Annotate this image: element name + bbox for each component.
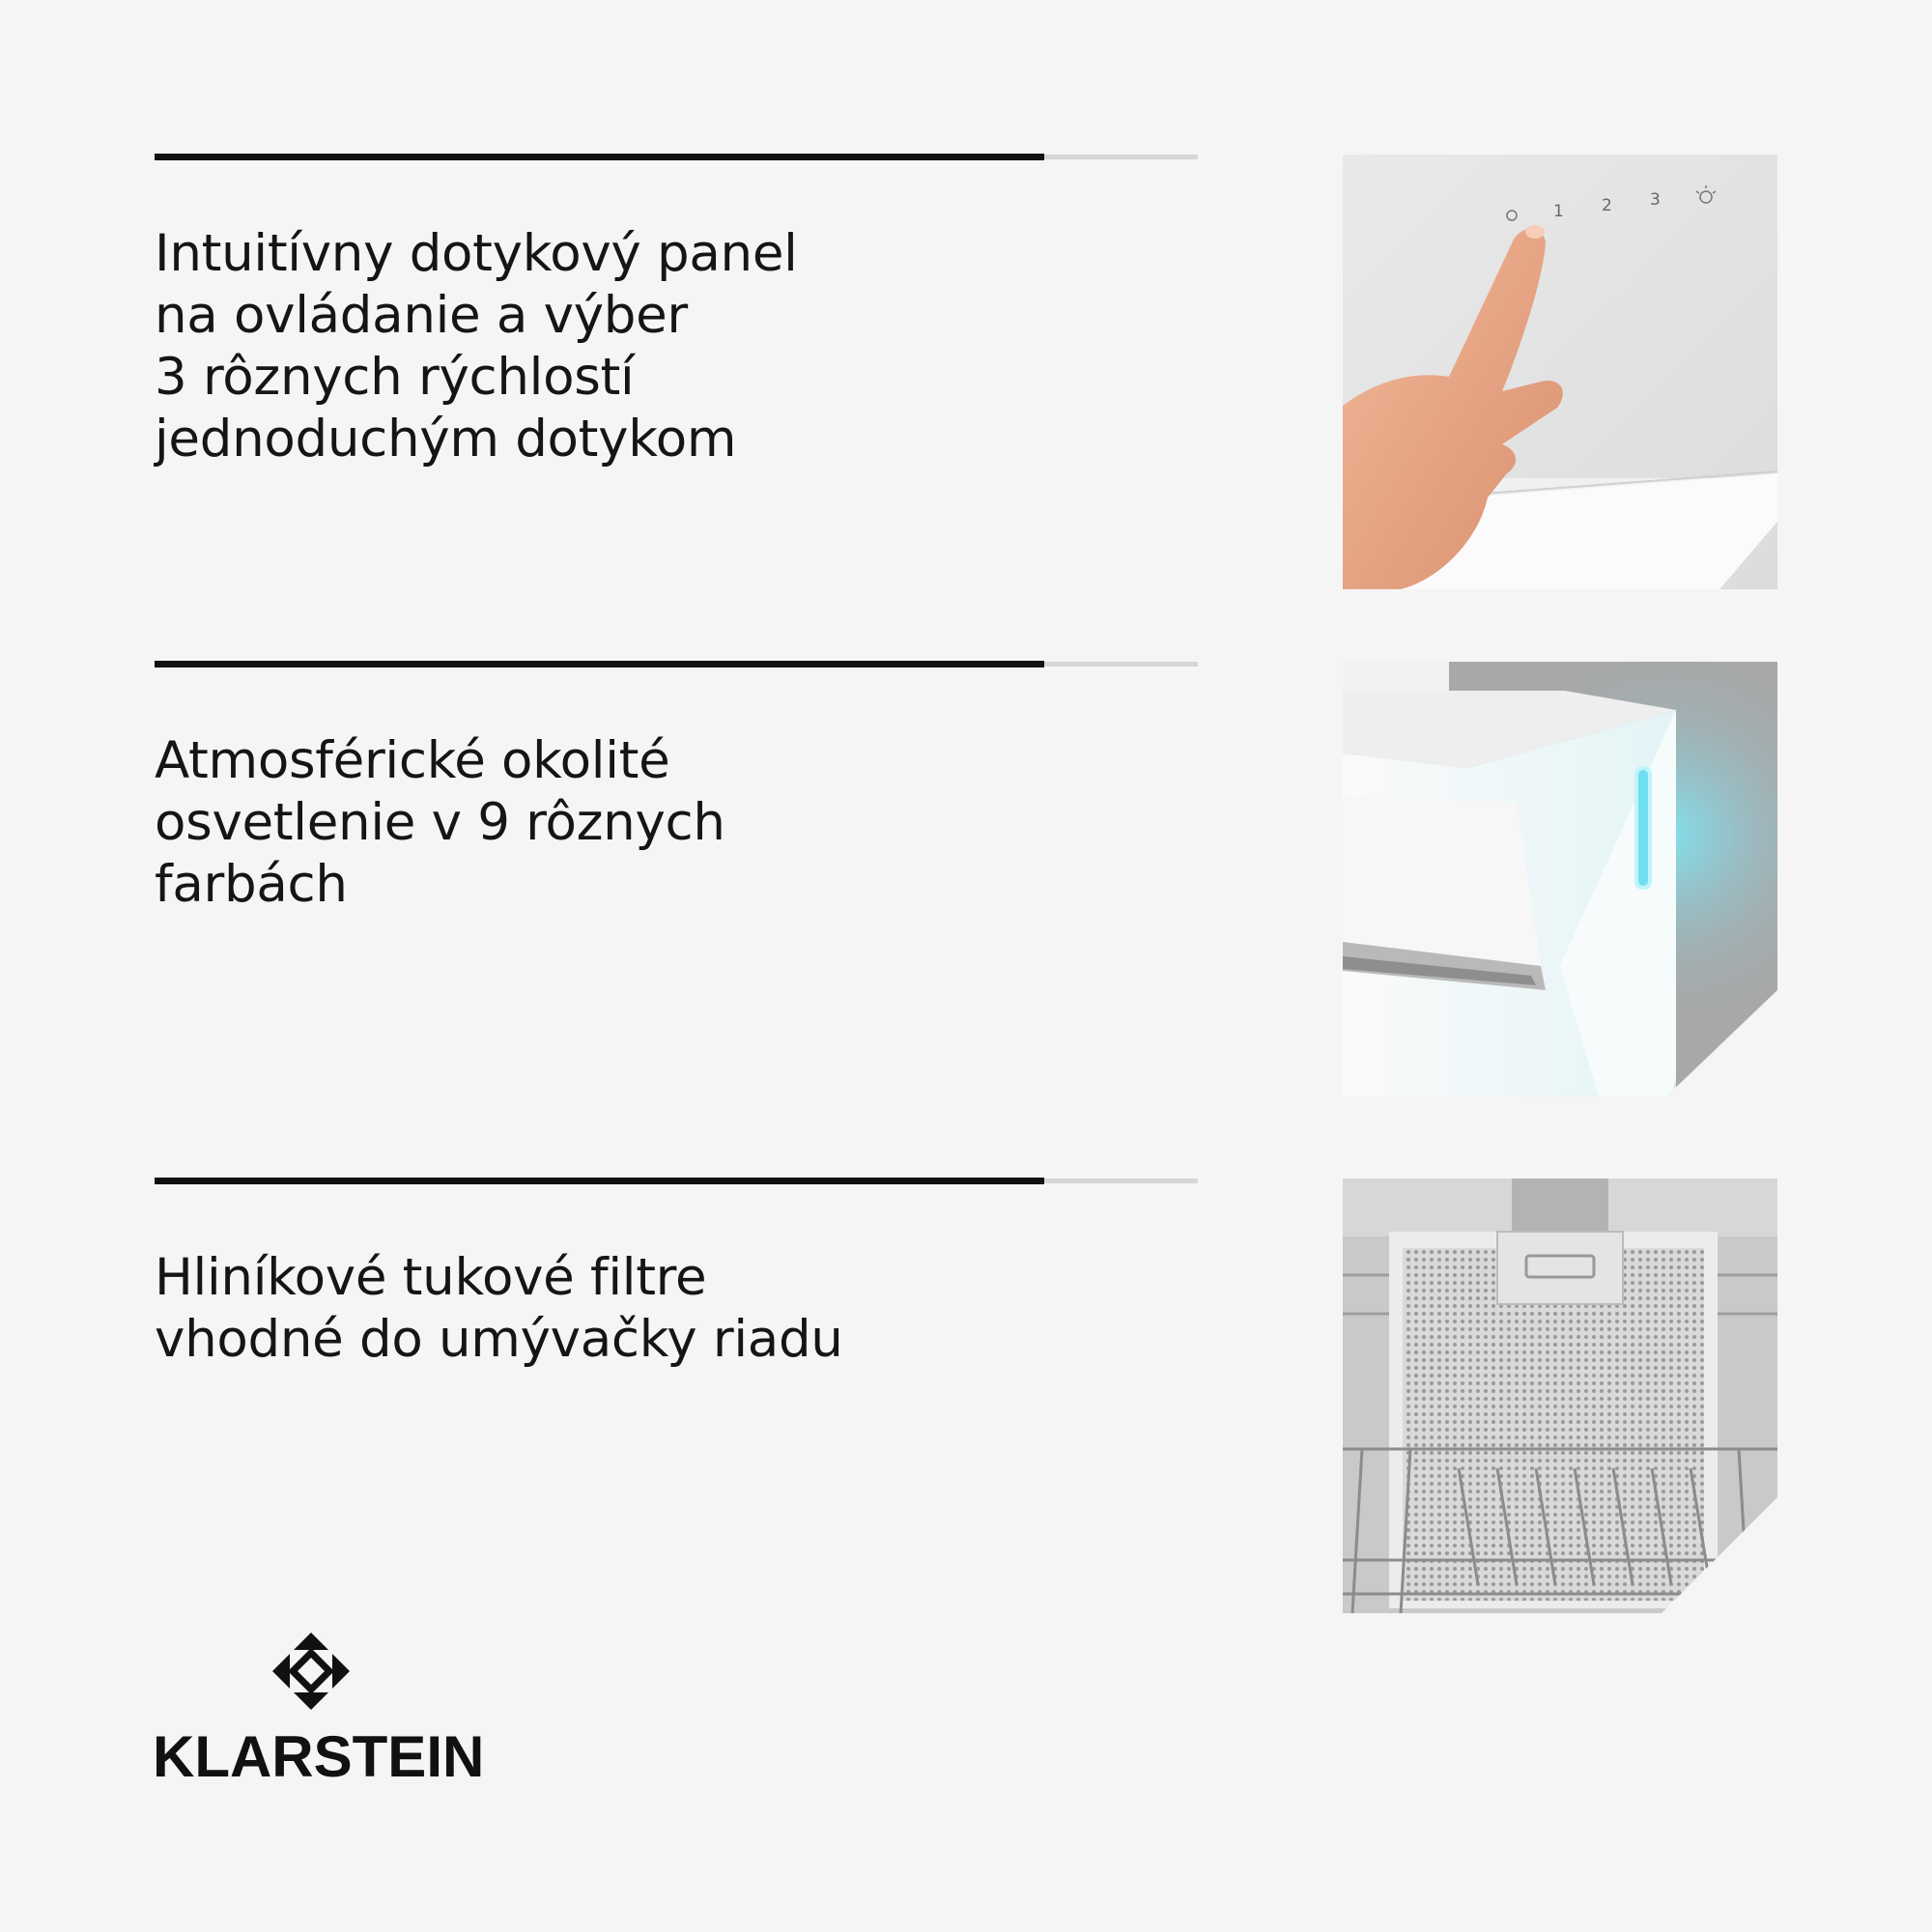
section-divider <box>155 154 1198 160</box>
feature-ambient-light <box>155 661 1198 916</box>
feature-touch-panel <box>155 154 1198 470</box>
feature-text: Atmosférické okolité osvetlenie v 9 rôznych farbách <box>155 731 725 914</box>
feature-text: Hliníkové tukové filtre vhodné do umývačky riadu <box>155 1248 843 1369</box>
divider-progress <box>155 154 1044 160</box>
feature-grease-filter <box>155 1178 1198 1371</box>
grease-filter-photo <box>1343 1179 1777 1613</box>
filter-panel <box>1389 1232 1718 1608</box>
section-divider <box>155 661 1198 668</box>
panel-label-2: 2 <box>1602 196 1612 215</box>
divider-track <box>1044 662 1198 667</box>
touch-panel-photo <box>1343 155 1777 589</box>
divider-track <box>1044 155 1198 159</box>
divider-progress <box>155 661 1044 668</box>
panel-label-1: 1 <box>1553 202 1564 221</box>
ambient-light-photo <box>1343 662 1777 1096</box>
panel-label-3: 3 <box>1650 190 1661 210</box>
divider-progress <box>155 1178 1044 1184</box>
klarstein-logo-mark <box>272 1633 350 1710</box>
section-divider <box>155 1178 1198 1184</box>
feature-text: Intuitívny dotykový panel na ovládanie a výber 3 rôznych rýchlostí jednoduchým dotykom <box>155 224 798 469</box>
brand-name: KLARSTEIN <box>153 1724 485 1789</box>
divider-track <box>1044 1179 1198 1183</box>
